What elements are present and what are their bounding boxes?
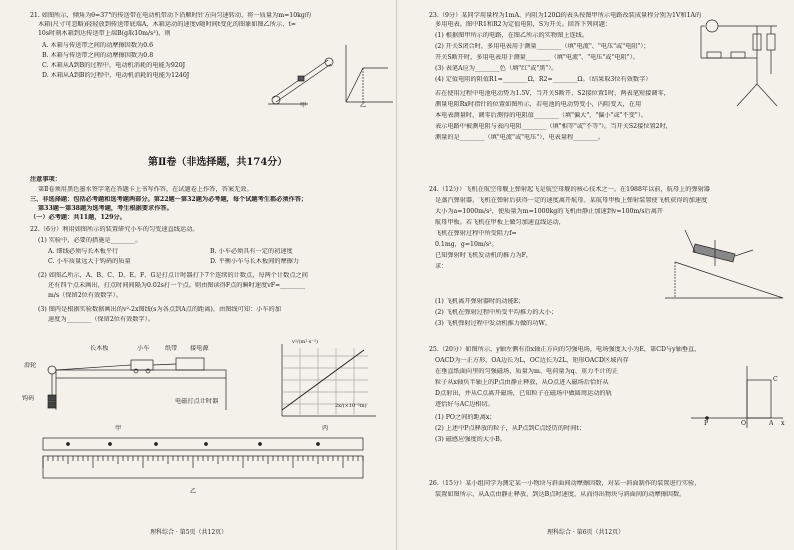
q21-option-b: B. 木箱与传送带之间的动摩擦因数为0.8 [42, 52, 154, 59]
q25-line6: 迹恰好与AC边相切。 [435, 401, 494, 408]
q24-airplane-figure [655, 222, 789, 304]
q22-option-a: A. 细线必须与长木板平行 [48, 248, 119, 255]
q23-line2: 多用电表。图中R1和R2为定值电阻，S为开关。回答下列问题： [435, 21, 612, 28]
label-weights: 钩码 [22, 395, 35, 402]
q24-line2: 是蒸汽弹射器，飞机在弹射后获得一定的速度离开航母。某航母甲板上弹射装置使飞机获得的加速度 [435, 197, 708, 204]
q24-sub2: (2) 飞机在弹射过程中所受平均推力的大小； [435, 309, 558, 316]
q21-figures [268, 40, 396, 110]
q23-line7: (4) 定值电阻的阻值R1=________Ω，R2=________Ω。（结果取3位有效数字） [435, 76, 652, 83]
q23-line3: (1) 根据图甲所示的电路，在图乙所示的实物图上连线。 [435, 32, 589, 39]
label-cart: 小车 [137, 345, 150, 352]
left-footer: 理科综合 · 第5页（共12页） [150, 529, 228, 536]
q22-stem: 22.（6分）利用如图所示的装置研究小车的匀变速直线运动。 [30, 226, 199, 233]
q25-line2: OACD为一正方形，OA边长为L，OC边长为2L，矩形OACD区域内存 [435, 357, 629, 364]
q22-sub2-line2: 还有四个点未画出，打点时间间隔为0.02s打一个点。则由图读得F点的瞬时速度vF=________ [48, 282, 305, 289]
q22-fig-yi: 乙 [190, 488, 197, 495]
q22-sub2-line3: m/s（保留2位有效数字）。 [48, 292, 122, 299]
q25-sub1: (1) PO之间的距离x； [435, 414, 496, 421]
q24-line1: 24.（12分）飞机在航空母舰上弹射起飞是航空母舰的核心技术之一。在1988年以前，航母上的弹射器 [429, 186, 710, 193]
label-tape: 纸带 [165, 345, 178, 352]
q25-line1: 25.（20分）如图所示，y轴左侧有沿x轴正方向的匀强电场，电场强度大小为E，第CD与y轴垂直， [429, 346, 701, 353]
q21-line2: 木箱(尺寸可忽略)轻轻放到传送带底端A，木箱运动的速度v随时间t变化的图象如图乙所示，t= [38, 21, 297, 28]
q24-line4: 航母甲板。若飞机在甲板上做匀加速直线运动， [435, 219, 565, 226]
label-timer: 电磁打点计时器 [175, 398, 219, 405]
note-1: 第Ⅱ卷须用黑色墨水签字笔在答题卡上书写作答，在试题卷上作答，答案无效。 [38, 186, 253, 193]
q22-graph [268, 340, 380, 424]
q23-line5: 开关S断开时，多用电表用于测量________（填"电流"、"电压"或"电阻"）。 [435, 54, 639, 61]
required-part-heading: （一）必考题：共11题，129分。 [30, 214, 126, 221]
graph-y-label: v²/(m²·s⁻²) [292, 339, 318, 345]
q25-line3: 在垂直纸面向里的匀强磁场，质量为m、电荷量为q、重力不计的正 [435, 368, 619, 375]
q23-line6: (3) 表笔A应为________色（填"红"或"黑"）。 [435, 65, 558, 72]
q26-line1: 26.（15分）某小组同学为测定某一小物块与斜面间动摩擦因数，对某一斜面制作的装置进行实验， [429, 480, 701, 487]
label-long-board: 长木板 [90, 345, 109, 352]
q24-line7: 已知弹射时飞机发动机的推力为F， [435, 252, 533, 259]
q25-line5: D点射出，并从C点离开磁场，已知粒子在磁场中做圆周运动的轨 [435, 390, 612, 397]
q24-line6: 0.1mg，g=10m/s²。 [435, 241, 498, 248]
label-P: P [704, 420, 709, 427]
q21-line3: 10s时刻木箱到达传送带上端B(g取10m/s²)，则 [38, 30, 171, 37]
label-pulley: 滑轮 [24, 362, 37, 369]
q22-sub3-line2: 速度为________（保留2位有效数字）。 [48, 316, 155, 323]
q22-fig-jia: 甲 [115, 425, 122, 432]
right-footer: 理科综合 · 第6页（共12页） [547, 529, 625, 536]
graph-x-label: 2x/(×10⁻²m) [335, 403, 367, 409]
q22-sub3-line1: (3) 图丙是根据实验数据画出的v²-2x图线(s为各点到A点的距离)，由图线可知：小车的加 [38, 306, 281, 313]
q24-line5: 飞机在弹射过程中所受阻力f= [435, 230, 517, 237]
q23-circuit-figure [697, 14, 789, 114]
label-A: A [769, 420, 774, 427]
right-page [397, 0, 794, 550]
label-x: x [781, 420, 785, 427]
q23-line11: 表示电路中被测电阻与表内电阻________（填"相等"或"不等"）。当开关S2接位置2时， [435, 123, 672, 130]
q25-sub2: (2) 上述中P点释放的粒子，从P点到C点经历的时间t； [435, 425, 586, 432]
q23-line8: 若在使用过程中电池电动势为1.5V，当开关S断开，S2接位置1时，两表笔短接调零， [435, 90, 670, 97]
q21-fig-jia-label: 甲 [300, 102, 307, 109]
q23-line4: (2) 开关S闭合时，多用电表用于测量________（填"电流"、"电压"或"电阻"）； [435, 43, 650, 50]
label-power: 接电源 [190, 345, 209, 352]
q22-sub2-line1: (2) 如图乙所示，A、B、C、D、E、F、G是打点计时器打下7个连续的计数点，每两个计数点之间 [38, 272, 308, 279]
q21-option-d: D. 木箱从A到B的过程中，电动机消耗的电能为1240J [42, 72, 190, 79]
q21-line1: 21. 如图所示，倾角为θ=37°的传送带在电动机带动下沿顺时针方向匀速转动，将一质量为m=10kg的 [30, 12, 312, 19]
note-2b: 第33题～第38题为选考题，考生根据要求作答。 [38, 205, 173, 212]
label-O: O [741, 420, 747, 427]
q24-sub1: (1) 飞机离开弹射器时的动能E； [435, 298, 525, 305]
q22-option-c: C. 小车质量远大于钩码的质量 [48, 258, 131, 265]
q24-sub3: (3) 飞机弹射过程中发动机推力做的功W。 [435, 320, 552, 327]
q26-line2: 装置如图所示，从A点由静止释放，到达B点时速度，从而得出物块与斜面间的动摩擦因数。 [435, 491, 686, 498]
q25-line4: 粒子从x轴负半轴上的P点由静止释放，从O点进入磁场后恰好从 [435, 379, 609, 386]
q25-sub3: (3) 磁感应强度的大小B。 [435, 436, 506, 443]
q23-line1: 23.（9分）某同学用量程为1mA、内阻为120Ω的表头按图甲所示电路改装成量程分别为1V和1A的 [429, 12, 702, 19]
q23-line12: 测量的是________（填"电流"或"电压"），电表量程________。 [435, 134, 605, 141]
section-title: 第Ⅱ卷（非选择题，共174分） [148, 157, 288, 168]
q22-option-b: B. 小车必须具有一定的初速度 [210, 248, 293, 255]
q23-line10: 本电表测量时，调零后测得的电阻值________（填"偏大"、"偏小"或"不变"）。 [435, 112, 647, 119]
q22-fig-bing: 丙 [322, 425, 329, 432]
label-C: C [773, 376, 778, 383]
q22-option-d: D. 平衡小车与长木板间的摩擦力 [210, 258, 300, 265]
q21-fig-yi-label: 乙 [360, 102, 367, 109]
note-2: 三、非选择题：包括必考题和选考题两部分。第22题～第32题为必考题，每个试题考生都必须作答； [30, 196, 308, 203]
q21-option-a: A. 木箱与传送带之间的动摩擦因数为0.6 [42, 42, 154, 49]
q22-sub1: (1) 实验中，必要的措施是________。 [38, 237, 142, 244]
notes-heading: 注意事项： [30, 176, 61, 183]
q21-option-c: C. 木箱从A到B的过程中，电动机消耗的电能为920J [42, 62, 186, 69]
q23-line9: 测量电阻Rx时指针的位置如图所示，若电池的电动势变小，内阻变大，在用 [435, 101, 642, 108]
q24-line8: 求： [435, 263, 448, 270]
q22-apparatus-figure [36, 350, 236, 422]
q22-tape-ruler [38, 432, 368, 486]
q24-line3: 大小为a=1000m/s²，使质量为m=1000kg的飞机由静止加速到v=100m/s后离开 [435, 208, 664, 215]
